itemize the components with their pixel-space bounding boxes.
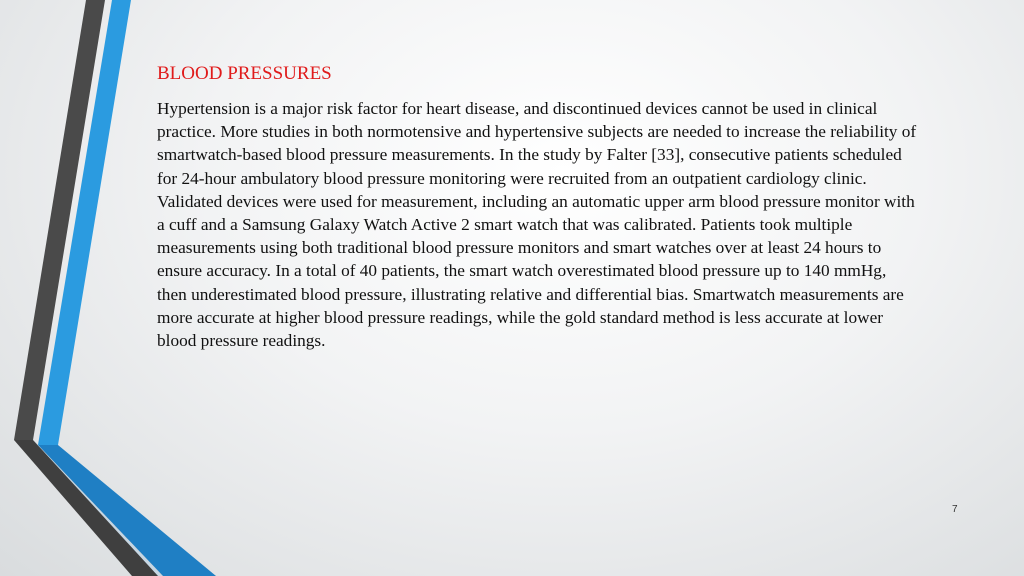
highlight-strip <box>33 440 163 576</box>
slide-body-text: Hypertension is a major risk factor for heart disease, and discontinued devices cannot be used in clinical practice. More studies in both normotensive and hypertensive subjects are needed to increase the reliability of smartwatch-based blood pressure measurements. In the study by Falter [33], consecutive patients scheduled for 24-hour ambulatory blood pressure monitoring were recruited from an outpatient cardiology clinic. Validated devices were used for measurement, including an automatic upper arm blood pressure monitor with a cuff and a Samsung Galaxy Watch Active 2 smart watch that was calibrated. Patients took multiple measurements using both traditional blood pressure monitors and smart watches over at least 24 hours to ensure accuracy. In a total of 40 patients, the smart watch overestimated blood pressure up to 140 mmHg, then underestimated blood pressure, illustrating relative and differential bias. Smartwatch measurements are more accurate at higher blood pressure readings, while the gold standard method is less accurate at lower blood pressure readings. <box>157 99 917 351</box>
slide-title: BLOOD PRESSURES <box>157 63 332 84</box>
page-number: 7 <box>952 504 958 515</box>
